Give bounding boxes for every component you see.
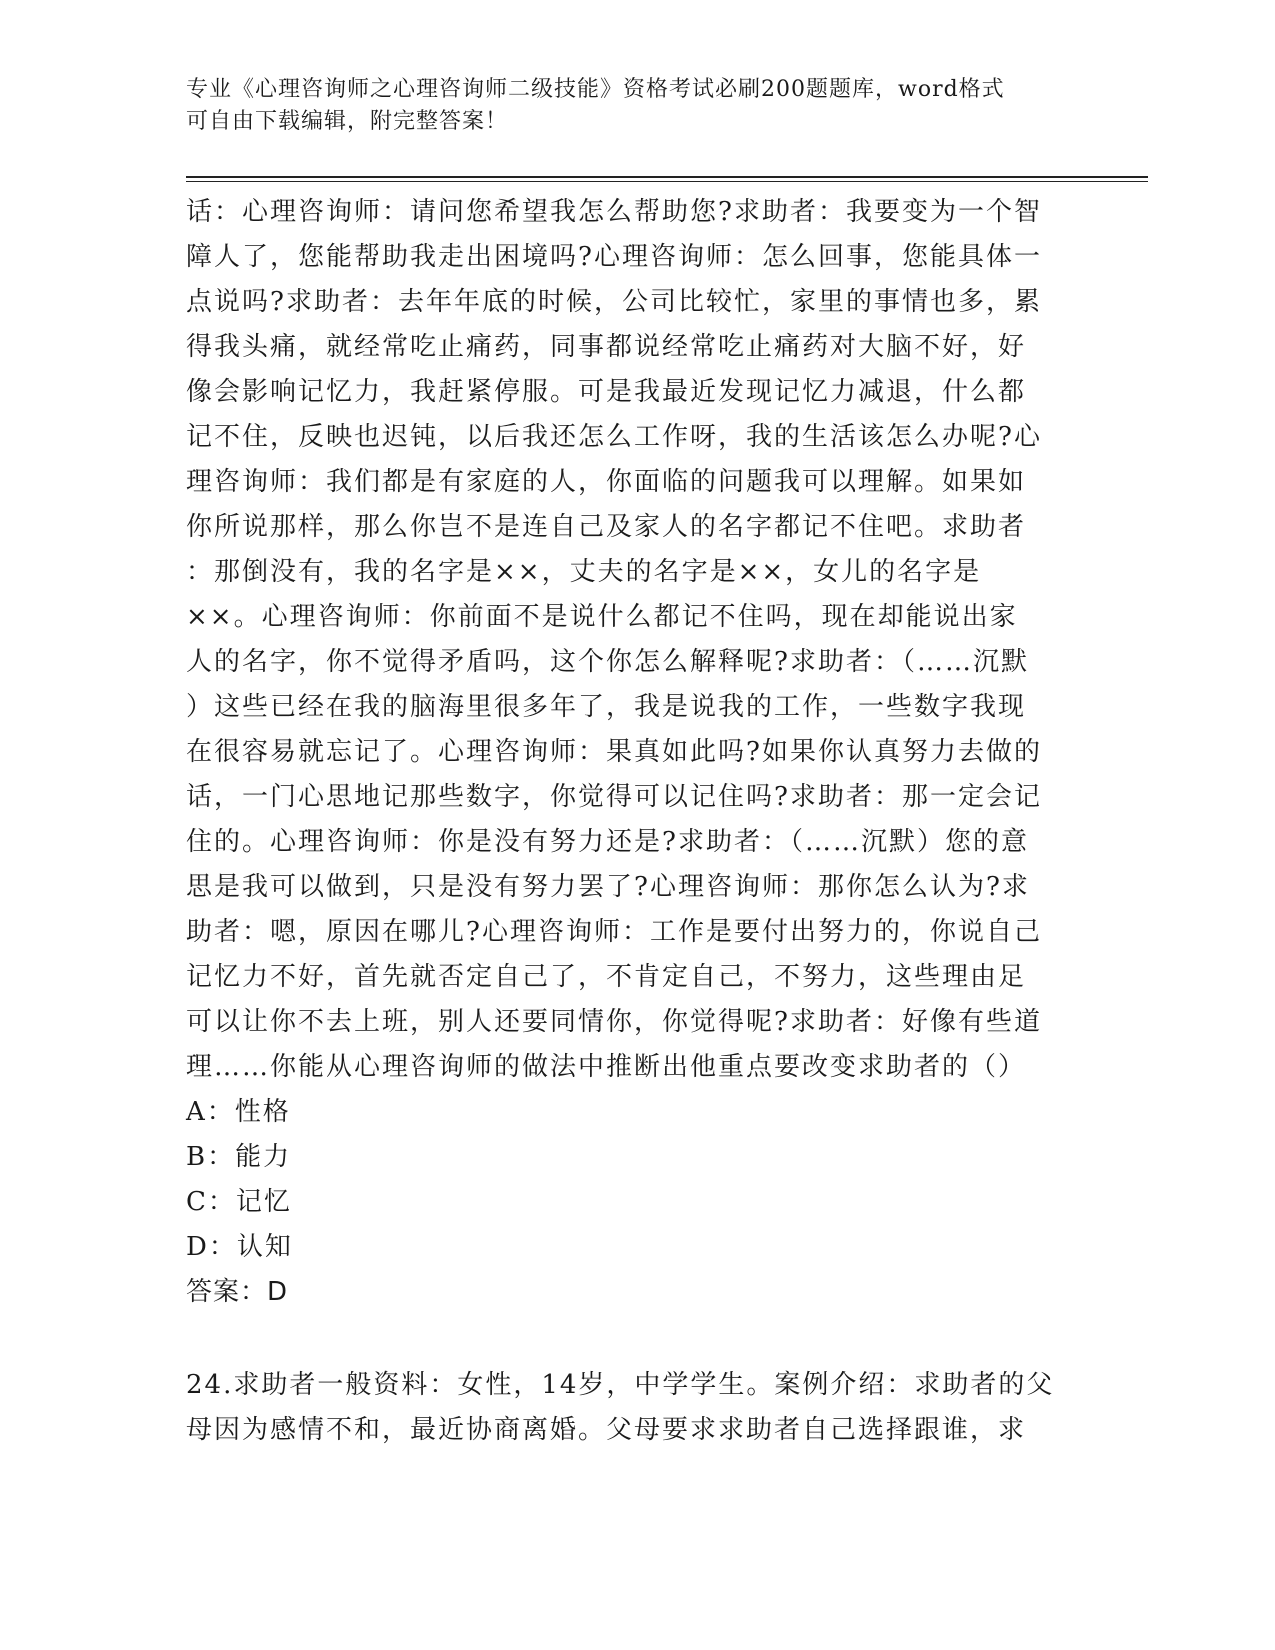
option-b: B：能力	[186, 1142, 292, 1172]
passage-line: 可以让你不去上班，别人还要同情你，你觉得呢?求助者：好像有些道	[186, 1007, 1042, 1037]
option-d: D：认知	[186, 1232, 293, 1262]
passage-line: ：那倒没有，我的名字是××，丈夫的名字是××，女儿的名字是	[186, 557, 982, 587]
passage-line: 思是我可以做到，只是没有努力罢了?心理咨询师：那你怎么认为?求	[186, 872, 1030, 902]
passage-line: 记不住，反映也迟钝，以后我还怎么工作呀，我的生活该怎么办呢?心	[186, 422, 1042, 452]
passage-line: 点说吗?求助者：去年年底的时候，公司比较忙，家里的事情也多，累	[186, 287, 1042, 317]
header-divider-thin	[186, 181, 1148, 182]
passage-line: 理……你能从心理咨询师的做法中推断出他重点要改变求助者的（）	[186, 1052, 1027, 1082]
passage-line: 住的。心理咨询师：你是没有努力还是?求助者：（……沉默）您的意	[186, 827, 1029, 857]
next-question	[186, 1363, 1076, 1453]
passage-line: ××。心理咨询师：你前面不是说什么都记不住吗，现在却能说出家	[186, 602, 1018, 632]
next-question-line: 母因为感情不和，最近协商离婚。父母要求求助者自己选择跟谁，求	[186, 1415, 1027, 1445]
passage-line: 像会影响记忆力，我赶紧停服。可是我最近发现记忆力减退，什么都	[186, 377, 1027, 407]
passage-line: 障人了，您能帮助我走出困境吗?心理咨询师：怎么回事，您能具体一	[186, 242, 1042, 272]
answer-line: 答案：D	[186, 1277, 289, 1307]
option-a: A：性格	[186, 1097, 291, 1127]
passage-line: 话：心理咨询师：请问您希望我怎么帮助您?求助者：我要变为一个智	[186, 197, 1042, 227]
document-header	[186, 74, 1066, 138]
option-c: C：记忆	[186, 1187, 292, 1217]
passage-line: 人的名字，你不觉得矛盾吗，这个你怎么解释呢?求助者：（……沉默	[186, 647, 1029, 677]
passage-line: 理咨询师：我们都是有家庭的人，你面临的问题我可以理解。如果如	[186, 467, 1027, 497]
passage-line: 在很容易就忘记了。心理咨询师：果真如此吗?如果你认真努力去做的	[186, 737, 1042, 767]
next-question-line: 24.求助者一般资料：女性，14岁，中学学生。案例介绍：求助者的父	[186, 1370, 1055, 1400]
passage-line: 记忆力不好，首先就否定自己了，不肯定自己，不努力，这些理由足	[186, 962, 1027, 992]
header-divider-thick	[186, 176, 1148, 178]
question-passage	[186, 190, 1076, 1315]
header-line-1: 专业《心理咨询师之心理咨询师二级技能》资格考试必刷200题题库，word格式	[186, 77, 1005, 102]
header-line-2: 可自由下载编辑，附完整答案！	[186, 109, 509, 134]
passage-line: 话，一门心思地记那些数字，你觉得可以记住吗?求助者：那一定会记	[186, 782, 1042, 812]
passage-line: 得我头痛，就经常吃止痛药，同事都说经常吃止痛药对大脑不好，好	[186, 332, 1027, 362]
passage-line: ）这些已经在我的脑海里很多年了，我是说我的工作，一些数字我现	[186, 692, 1027, 722]
passage-line: 助者：嗯，原因在哪儿?心理咨询师：工作是要付出努力的，你说自己	[186, 917, 1042, 947]
passage-line: 你所说那样，那么你岂不是连自己及家人的名字都记不住吧。求助者	[186, 512, 1027, 542]
